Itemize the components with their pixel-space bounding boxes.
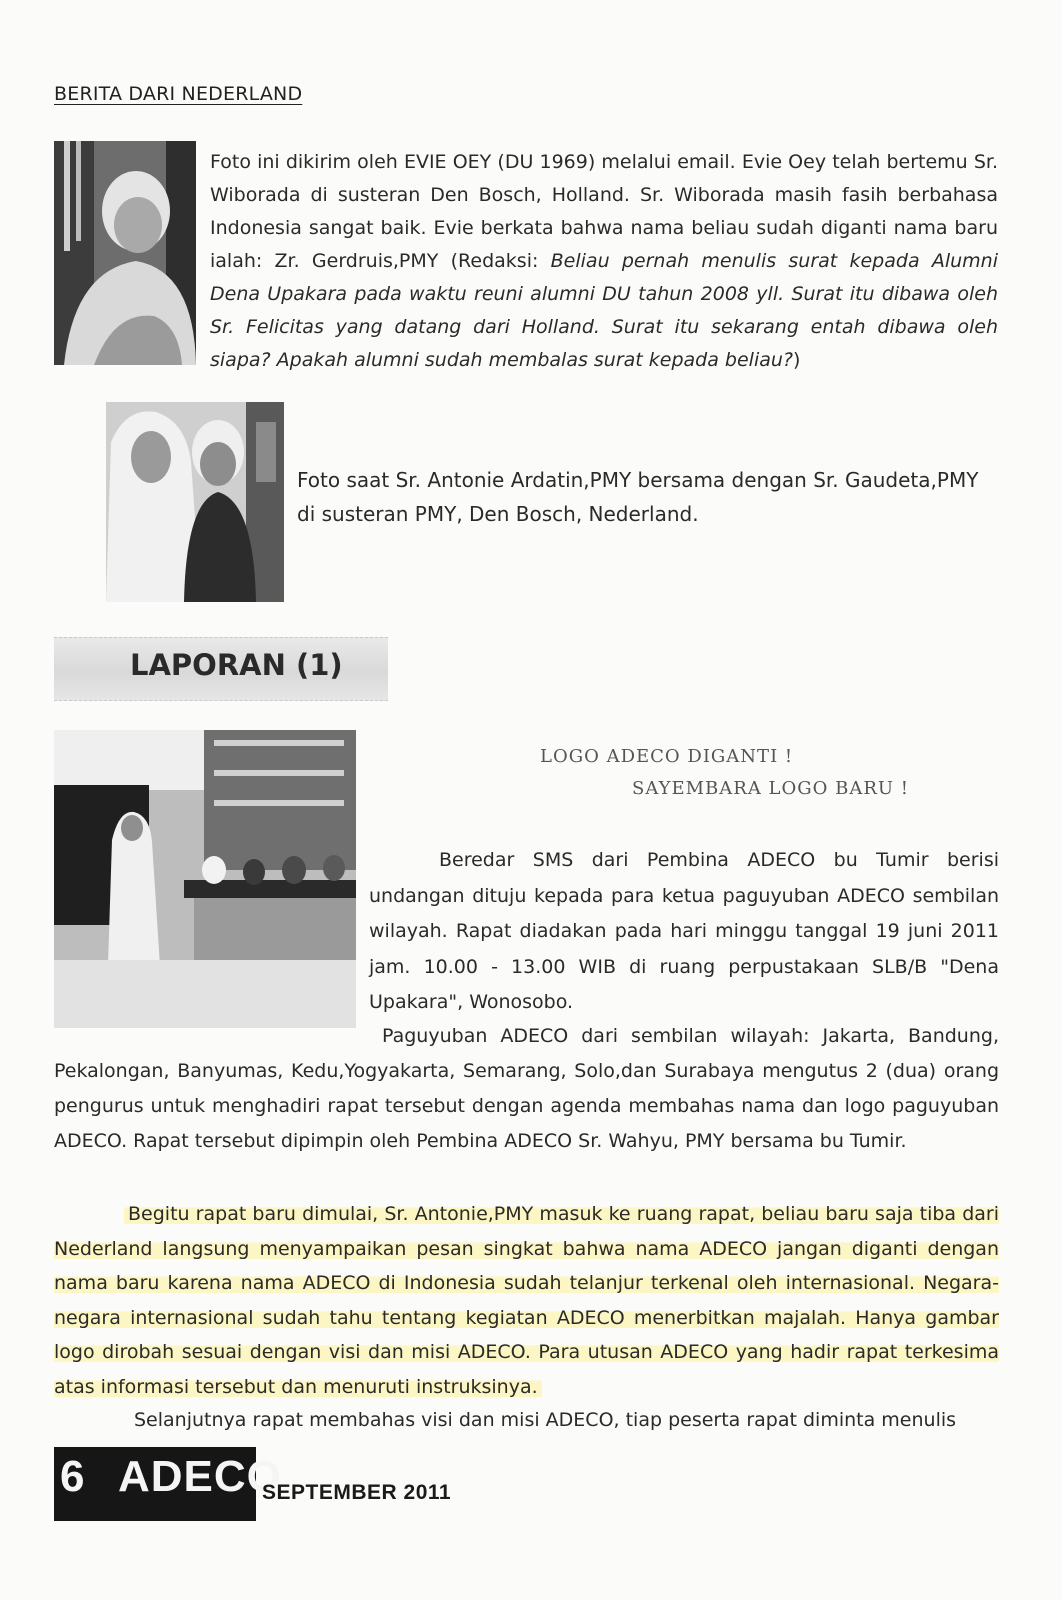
section-heading: BERITA DARI NEDERLAND xyxy=(54,83,303,105)
article-1-italic: Beliau pernah menulis surat kepada Alumni Dena Upakara pada waktu reuni alumni DU tahun 2008 yll. Surat itu dibawa oleh Sr. Felicitas yang datang dari Holland. Surat itu sekarang entah dibawa oleh siapa? Apakah alumni sudah membalas surat kepada beliau? xyxy=(210,250,998,371)
page-number: 6 xyxy=(60,1452,85,1501)
footer-brand: ADECO xyxy=(118,1452,282,1501)
article-1-text xyxy=(210,146,998,377)
laporan-paragraph-2-text: Paguyuban ADECO dari sembilan wilayah: Jakarta, Bandung, Pekalongan, Banyumas, Kedu,Yogyakarta, Semarang, Solo,dan Surabaya mengutus 2 (dua) orang pengurus untuk menghadiri rapat tersebut dengan agenda membahas nama dan logo paguyuban ADECO. Rapat tersebut dipimpin oleh Pembina ADECO Sr. Wahyu, PMY bersama bu Tumir. xyxy=(54,1025,999,1152)
photo-sisters-den-bosch xyxy=(106,402,284,602)
laporan-paragraph-1: Beredar SMS dari Pembina ADECO bu Tumir berisi undangan dituju kepada para ketua paguyuban ADECO sembilan wilayah. Rapat diadakan pada hari minggu tanggal 19 juni 2011 jam. 10.00 - 13.00 WIB di ruang perpustakaan SLB/B "Dena Upakara", Wonosobo. xyxy=(369,849,999,1013)
laporan-title: LAPORAN (1) xyxy=(130,648,343,682)
article-2-caption: Foto saat Sr. Antonie Ardatin,PMY bersama dengan Sr. Gaudeta,PMY di susteran PMY, Den Bosch, Nederland. xyxy=(297,468,979,526)
photo-sr-wiborada xyxy=(54,141,196,365)
headline-line-2: SAYEMBARA LOGO BARU ! xyxy=(632,778,910,799)
footer-date: SEPTEMBER 2011 xyxy=(262,1481,452,1504)
laporan-paragraph-2 xyxy=(54,1019,999,1159)
photo-meeting-room xyxy=(54,730,356,1028)
laporan-paragraph-3 xyxy=(54,1197,999,1404)
headline-line-1: LOGO ADECO DIGANTI ! xyxy=(540,746,794,767)
laporan-paragraph-4: Selanjutnya rapat membahas visi dan misi ADECO, tiap peserta rapat diminta menulis xyxy=(134,1409,957,1431)
article-1-plain: Foto ini dikirim oleh EVIE OEY (DU 1969) melalui email. Evie Oey telah bertemu Sr. Wiborada di susteran Den Bosch, Holland. Sr. Wiborada masih fasih berbahasa Indonesia sangat baik. Evie berkata bahwa nama beliau sudah diganti nama baru ialah: Zr. Gerdruis,PMY (Redaksi: xyxy=(210,151,998,272)
highlighted-text: Begitu rapat baru dimulai, Sr. Antonie,PMY masuk ke ruang rapat, beliau baru saja tiba dari Nederland langsung menyampaikan pesan singkat bahwa nama ADECO jangan diganti dengan nama baru karena nama ADECO di Indonesia sudah telanjur terkenal oleh internasional. Negara-negara internasional sudah tahu tentang kegiatan ADECO menerbitkan majalah. Hanya gambar logo dirobah sesuai dengan visi dan misi ADECO. Para utusan ADECO yang hadir rapat terkesima atas informasi tersebut dan menuruti instruksinya. xyxy=(54,1203,999,1398)
article-1-close: ) xyxy=(793,349,801,371)
